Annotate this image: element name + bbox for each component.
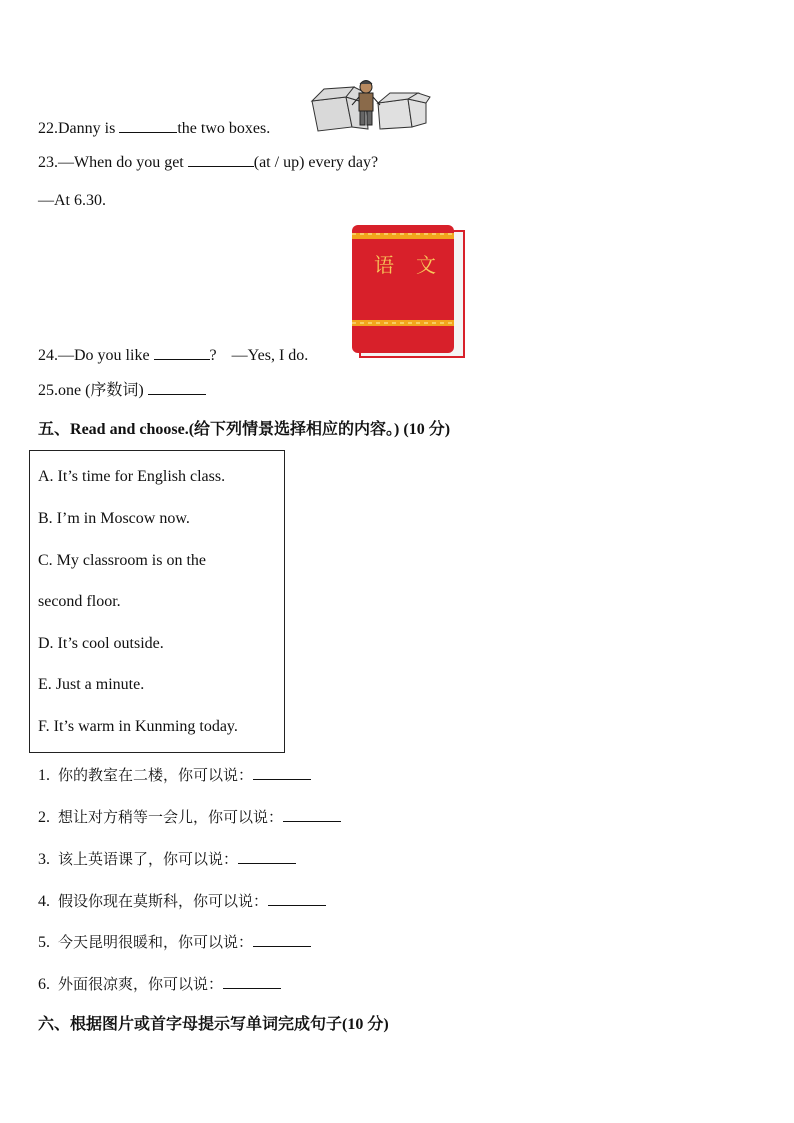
option-c-line-1: C. My classroom is on the (38, 552, 206, 569)
question-text: Danny is (58, 120, 120, 137)
answer-blank[interactable] (154, 344, 210, 360)
situation-number: 6. (38, 976, 50, 993)
section-5-heading (38, 420, 450, 440)
answer-blank[interactable] (253, 764, 311, 780)
situation-text: 想让对方稍等一会儿，你可以说： (58, 808, 284, 826)
section-title: Read and choose. (70, 421, 189, 438)
question-23 (38, 151, 378, 173)
section-note: (给下列情景选择相应的内容。) (10 分) (188, 421, 451, 438)
situation-number: 3. (38, 851, 50, 868)
situation-text: 外面很凉爽，你可以说： (58, 975, 224, 993)
book-title-char-2: 文 (416, 253, 436, 277)
options-box (29, 450, 285, 753)
answer-blank[interactable] (268, 890, 326, 906)
question-text: —When do you get (58, 154, 188, 171)
question-text: —Do you like (58, 347, 154, 364)
question-reply: —Yes, I do. (231, 347, 309, 364)
question-22 (38, 117, 270, 139)
question-number: 25. (38, 382, 58, 399)
situation-text: 该上英语课了，你可以说： (58, 850, 239, 868)
situation-item (38, 931, 311, 953)
option-b: B. I’m in Moscow now. (38, 510, 190, 527)
answer-blank[interactable] (223, 973, 281, 989)
situation-item (38, 806, 341, 828)
chinese-book-icon (350, 223, 466, 359)
boxes-illustration (308, 75, 432, 133)
option-c-line-2: second floor. (38, 593, 121, 610)
answer-blank[interactable] (283, 806, 341, 822)
question-number: 24. (38, 347, 58, 364)
situation-number: 2. (38, 809, 50, 826)
situation-item (38, 848, 296, 870)
situation-item (38, 890, 326, 912)
answer-blank[interactable] (148, 379, 206, 395)
situation-number: 5. (38, 934, 50, 951)
answer-blank[interactable] (119, 117, 177, 133)
situation-number: 1. (38, 767, 50, 784)
option-d: D. It’s cool outside. (38, 635, 164, 652)
situation-text: 你的教室在二楼，你可以说： (58, 766, 254, 784)
question-text: ? (209, 347, 217, 364)
situation-item (38, 764, 311, 786)
question-25 (38, 379, 206, 401)
situation-number: 4. (38, 893, 50, 910)
question-number: 22. (38, 120, 58, 137)
situation-text: 今天昆明很暖和，你可以说： (58, 933, 254, 951)
question-24 (38, 344, 308, 366)
option-f: F. It’s warm in Kunming today. (38, 718, 238, 735)
answer-blank[interactable] (253, 931, 311, 947)
section-number: 五、 (38, 421, 71, 438)
question-23-answer: —At 6.30. (38, 192, 106, 209)
question-text: the two boxes. (177, 120, 271, 137)
answer-blank[interactable] (238, 848, 296, 864)
option-e: E. Just a minute. (38, 676, 145, 693)
question-number: 23. (38, 154, 58, 171)
answer-blank[interactable] (188, 151, 254, 167)
situation-text: 假设你现在莫斯科，你可以说： (58, 892, 269, 910)
question-text: (at / up) every day? (253, 154, 379, 171)
situation-item (38, 973, 281, 995)
book-title-char-1: 语 (374, 253, 394, 277)
question-text: one (序数词) (58, 382, 148, 399)
option-a: A. It’s time for English class. (38, 468, 226, 485)
section-6-heading: 六、根据图片或首字母提示写单词完成句子(10 分) (38, 1016, 389, 1033)
